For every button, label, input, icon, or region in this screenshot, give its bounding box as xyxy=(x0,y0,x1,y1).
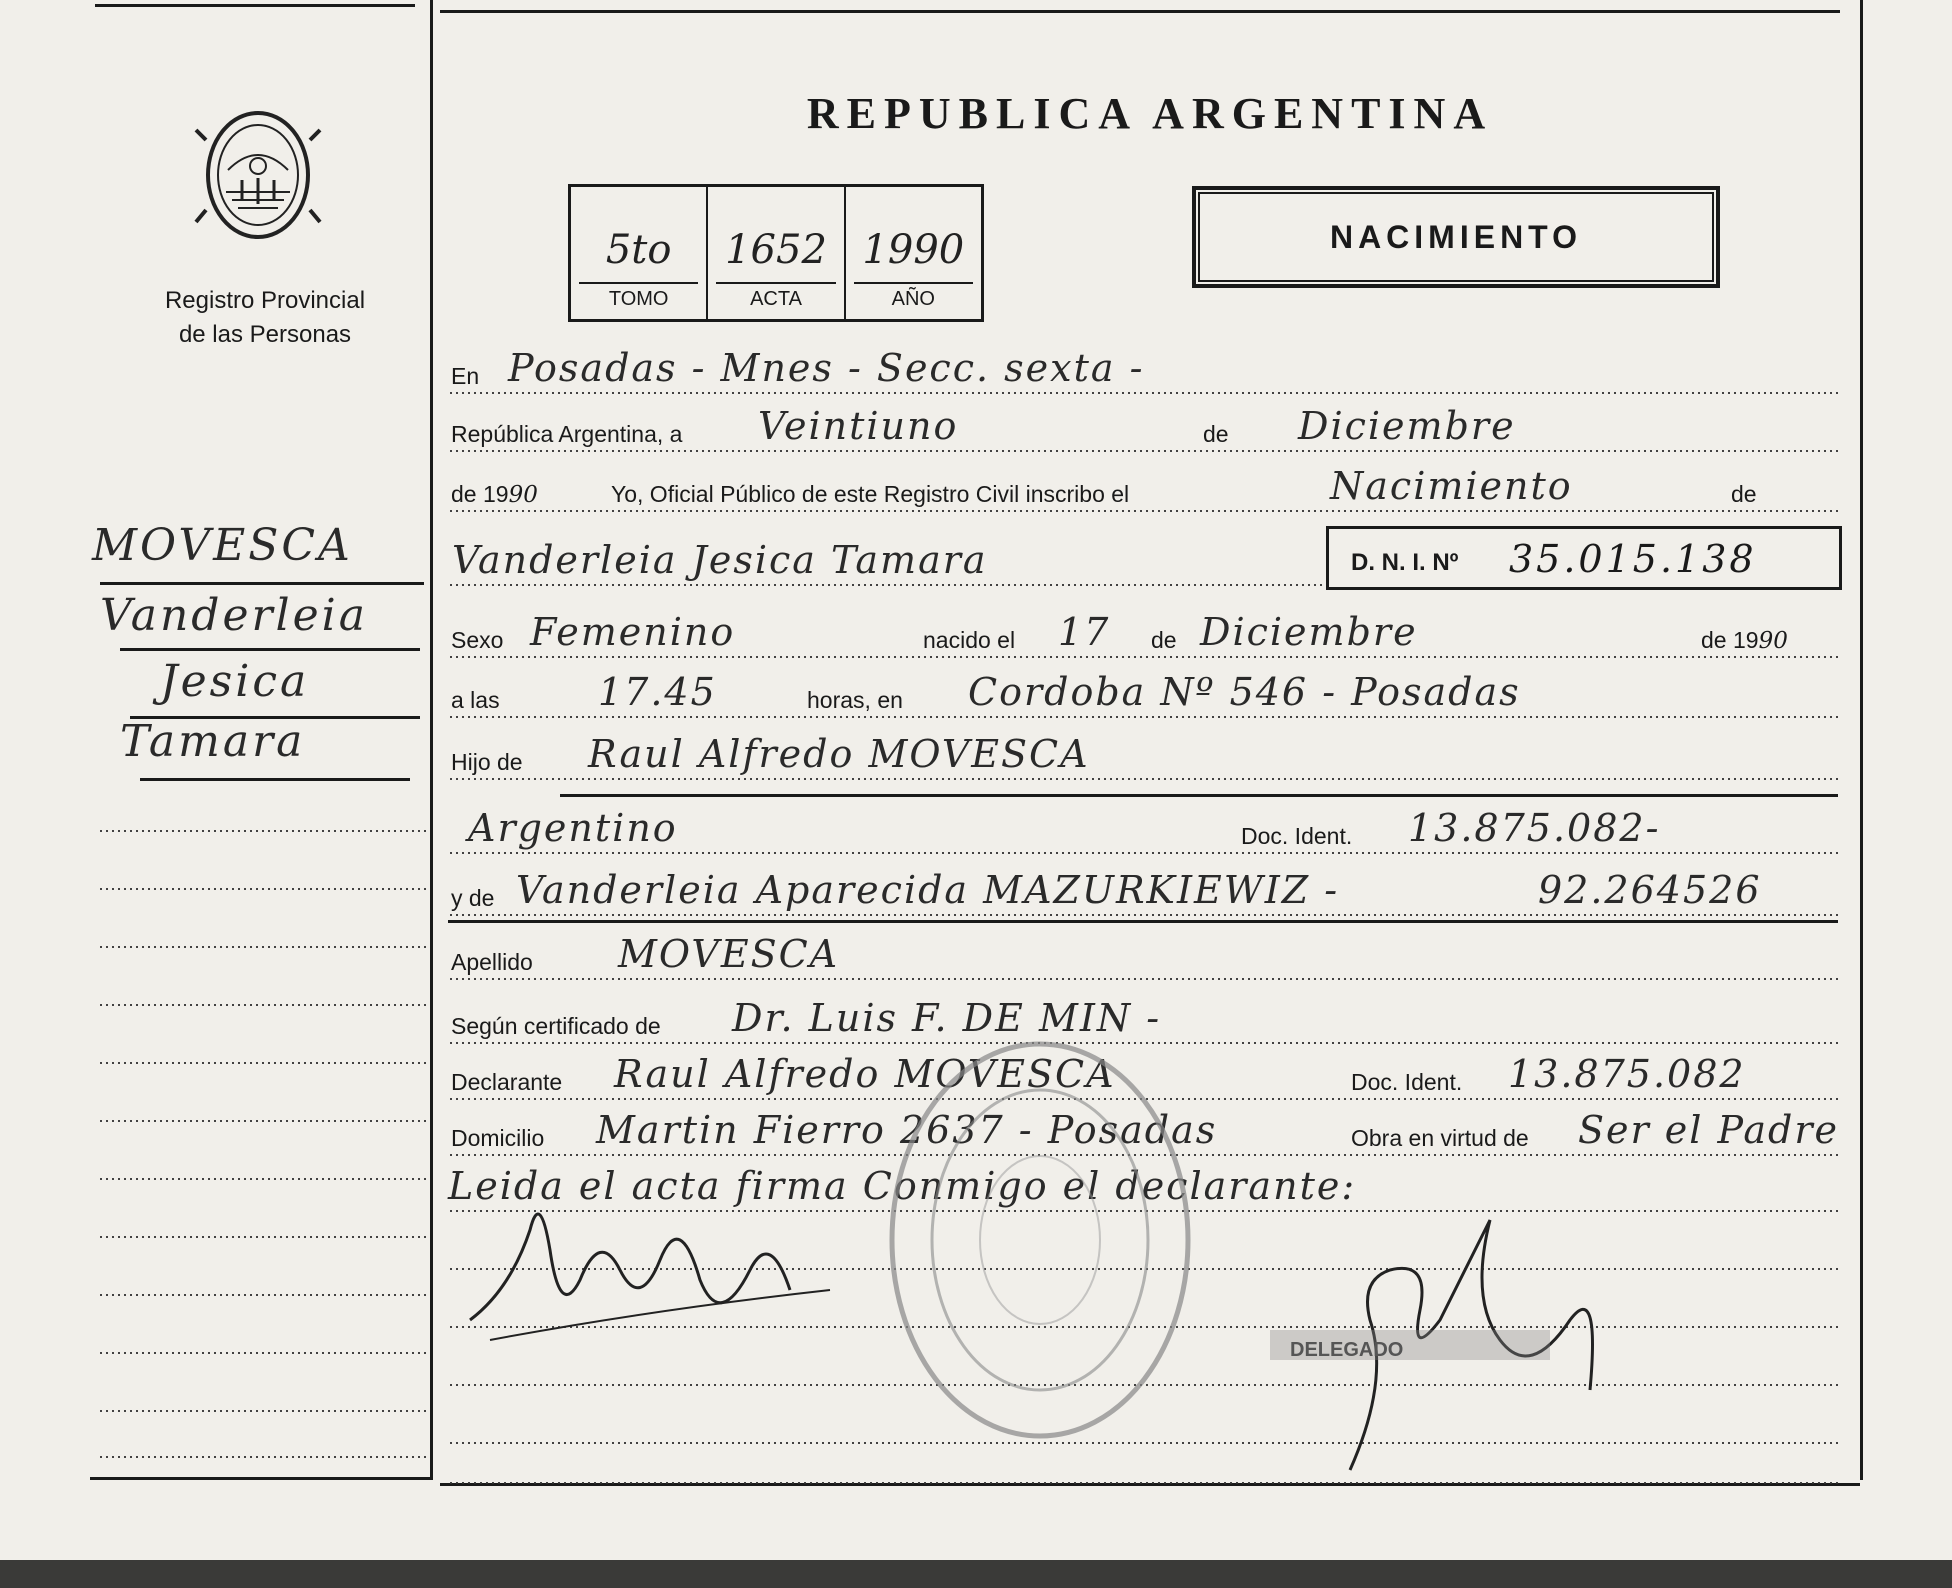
margin-blank-line xyxy=(98,1352,430,1354)
underline xyxy=(140,778,410,781)
a-las-label: a las xyxy=(448,687,503,714)
official-signature-icon xyxy=(1270,1200,1620,1480)
hijo-label: Hijo de xyxy=(448,749,526,776)
form-row-fecha xyxy=(448,404,1838,452)
acta-label: ACTA xyxy=(716,282,835,311)
margin-blank-line xyxy=(98,888,430,890)
margin-blank-line xyxy=(98,1178,430,1180)
nacido-dia: 17 xyxy=(1058,610,1111,654)
certificado-value: Dr. Luis F. DE MIN - xyxy=(732,996,1162,1040)
scanner-edge xyxy=(0,1560,1952,1588)
margin-name-1: Vanderleia xyxy=(100,590,368,641)
margin-blank-line xyxy=(98,1236,430,1238)
padre-nacionalidad: Argentino xyxy=(468,806,678,850)
en-label: En xyxy=(448,363,482,390)
tomo-label: TOMO xyxy=(579,282,698,311)
form-row-hora xyxy=(448,670,1838,718)
margin-blank-line xyxy=(98,946,430,948)
en-value: Posadas - Mnes - Secc. sexta - xyxy=(508,346,1145,390)
oficial-text: Yo, Oficial Público de este Registro Civil inscribo el xyxy=(608,481,1132,508)
underline xyxy=(100,582,424,585)
hora-value: 17.45 xyxy=(598,670,717,714)
anio-value: 1990 xyxy=(862,227,965,273)
inscribo-value: Nacimiento xyxy=(1330,464,1573,508)
acta-value: 1652 xyxy=(725,227,827,273)
mes-value: Diciembre xyxy=(1298,404,1516,448)
acta-reference-box xyxy=(568,184,984,322)
cierre-value: Leida el acta firma Conmigo el declarante: xyxy=(448,1164,1357,1208)
underline xyxy=(448,920,1838,923)
margin-blank-line xyxy=(98,1410,430,1412)
nacido-anio: de 1990 xyxy=(1698,627,1791,654)
nombre-value: Vanderleia Jesica Tamara xyxy=(452,538,988,582)
anio-label: AÑO xyxy=(854,282,973,311)
margin-surname: MOVESCA xyxy=(92,520,353,571)
padre-doc: 13.875.082- xyxy=(1408,806,1661,850)
tomo-value: 5to xyxy=(605,227,672,273)
margin-blank-line xyxy=(98,1004,430,1006)
declarant-signature-icon xyxy=(450,1170,870,1370)
apellido-value: MOVESCA xyxy=(618,932,840,976)
padre-value: Raul Alfredo MOVESCA xyxy=(588,732,1090,776)
form-row-nombre xyxy=(448,538,1328,586)
nacido-label: nacido el xyxy=(920,627,1018,654)
margin-blank-line xyxy=(98,1062,430,1064)
margin-name-2: Jesica xyxy=(160,656,310,707)
nacido-de: de xyxy=(1148,627,1180,654)
margin-name-3: Tamara xyxy=(120,716,306,767)
republica-label: República Argentina, a xyxy=(448,421,685,448)
acta-cell xyxy=(708,187,845,319)
dia-value: Veintiuno xyxy=(758,404,959,448)
form-row-en xyxy=(448,346,1838,394)
delegado-stamp-text: DELEGADO xyxy=(1290,1339,1404,1361)
margin-blank-line xyxy=(98,1294,430,1296)
horas-en-label: horas, en xyxy=(804,687,906,714)
certificado-label: Según certificado de xyxy=(448,1013,664,1040)
declarante-doc: 13.875.082 xyxy=(1508,1052,1746,1096)
declarante-label: Declarante xyxy=(448,1069,565,1096)
dni-box xyxy=(1326,526,1842,590)
y-de-label: y de xyxy=(448,885,497,912)
madre-doc: 92.264526 xyxy=(1538,868,1762,912)
domicilio-value: Martin Fierro 2637 - Posadas xyxy=(596,1108,1218,1152)
apellido-label: Apellido xyxy=(448,949,536,976)
nacido-mes: Diciembre xyxy=(1200,610,1418,654)
form-row-padre-doc xyxy=(448,806,1838,854)
anio-prefix: de 1990 xyxy=(448,481,541,508)
form-row-oficial xyxy=(448,464,1838,512)
underline xyxy=(120,648,420,651)
declarante-doc-label: Doc. Ident. xyxy=(1348,1069,1465,1096)
lugar-value: Cordoba Nº 546 - Posadas xyxy=(968,670,1521,714)
record-type-box: NACIMIENTO xyxy=(1192,186,1720,288)
dni-value: 35.015.138 xyxy=(1509,537,1757,581)
obra-value: Ser el Padre xyxy=(1578,1108,1839,1152)
domicilio-label: Domicilio xyxy=(448,1125,547,1152)
de-label: de xyxy=(1200,421,1232,448)
declarante-value: Raul Alfredo MOVESCA xyxy=(614,1052,1116,1096)
document-title: REPUBLICA ARGENTINA xyxy=(806,89,1494,138)
margin-blank-line xyxy=(98,830,430,832)
form-row-madre xyxy=(448,868,1838,916)
province-seal-icon xyxy=(192,100,324,250)
obra-label: Obra en virtud de xyxy=(1348,1125,1532,1152)
underline xyxy=(560,794,1838,797)
tomo-cell xyxy=(571,187,708,319)
de-label-2: de xyxy=(1728,481,1760,508)
form-row-padre xyxy=(448,732,1838,780)
dni-label: D. N. I. Nº xyxy=(1351,549,1459,576)
form-row-apellido xyxy=(448,932,1838,980)
margin-blank-line xyxy=(98,1120,430,1122)
sexo-value: Femenino xyxy=(530,610,736,654)
anio-cell xyxy=(846,187,981,319)
bottom-rule xyxy=(90,1477,430,1480)
madre-value: Vanderleia Aparecida MAZURKIEWIZ - xyxy=(516,868,1340,912)
blank-line xyxy=(448,1444,1838,1484)
registry-label: Registro Provincial de las Personas xyxy=(164,287,366,348)
form-row-sexo xyxy=(448,610,1838,658)
official-stamp-icon xyxy=(880,1030,1200,1450)
sexo-label: Sexo xyxy=(448,627,506,654)
margin-blank-line xyxy=(98,1456,430,1458)
doc-ident-label: Doc. Ident. xyxy=(1238,823,1355,850)
